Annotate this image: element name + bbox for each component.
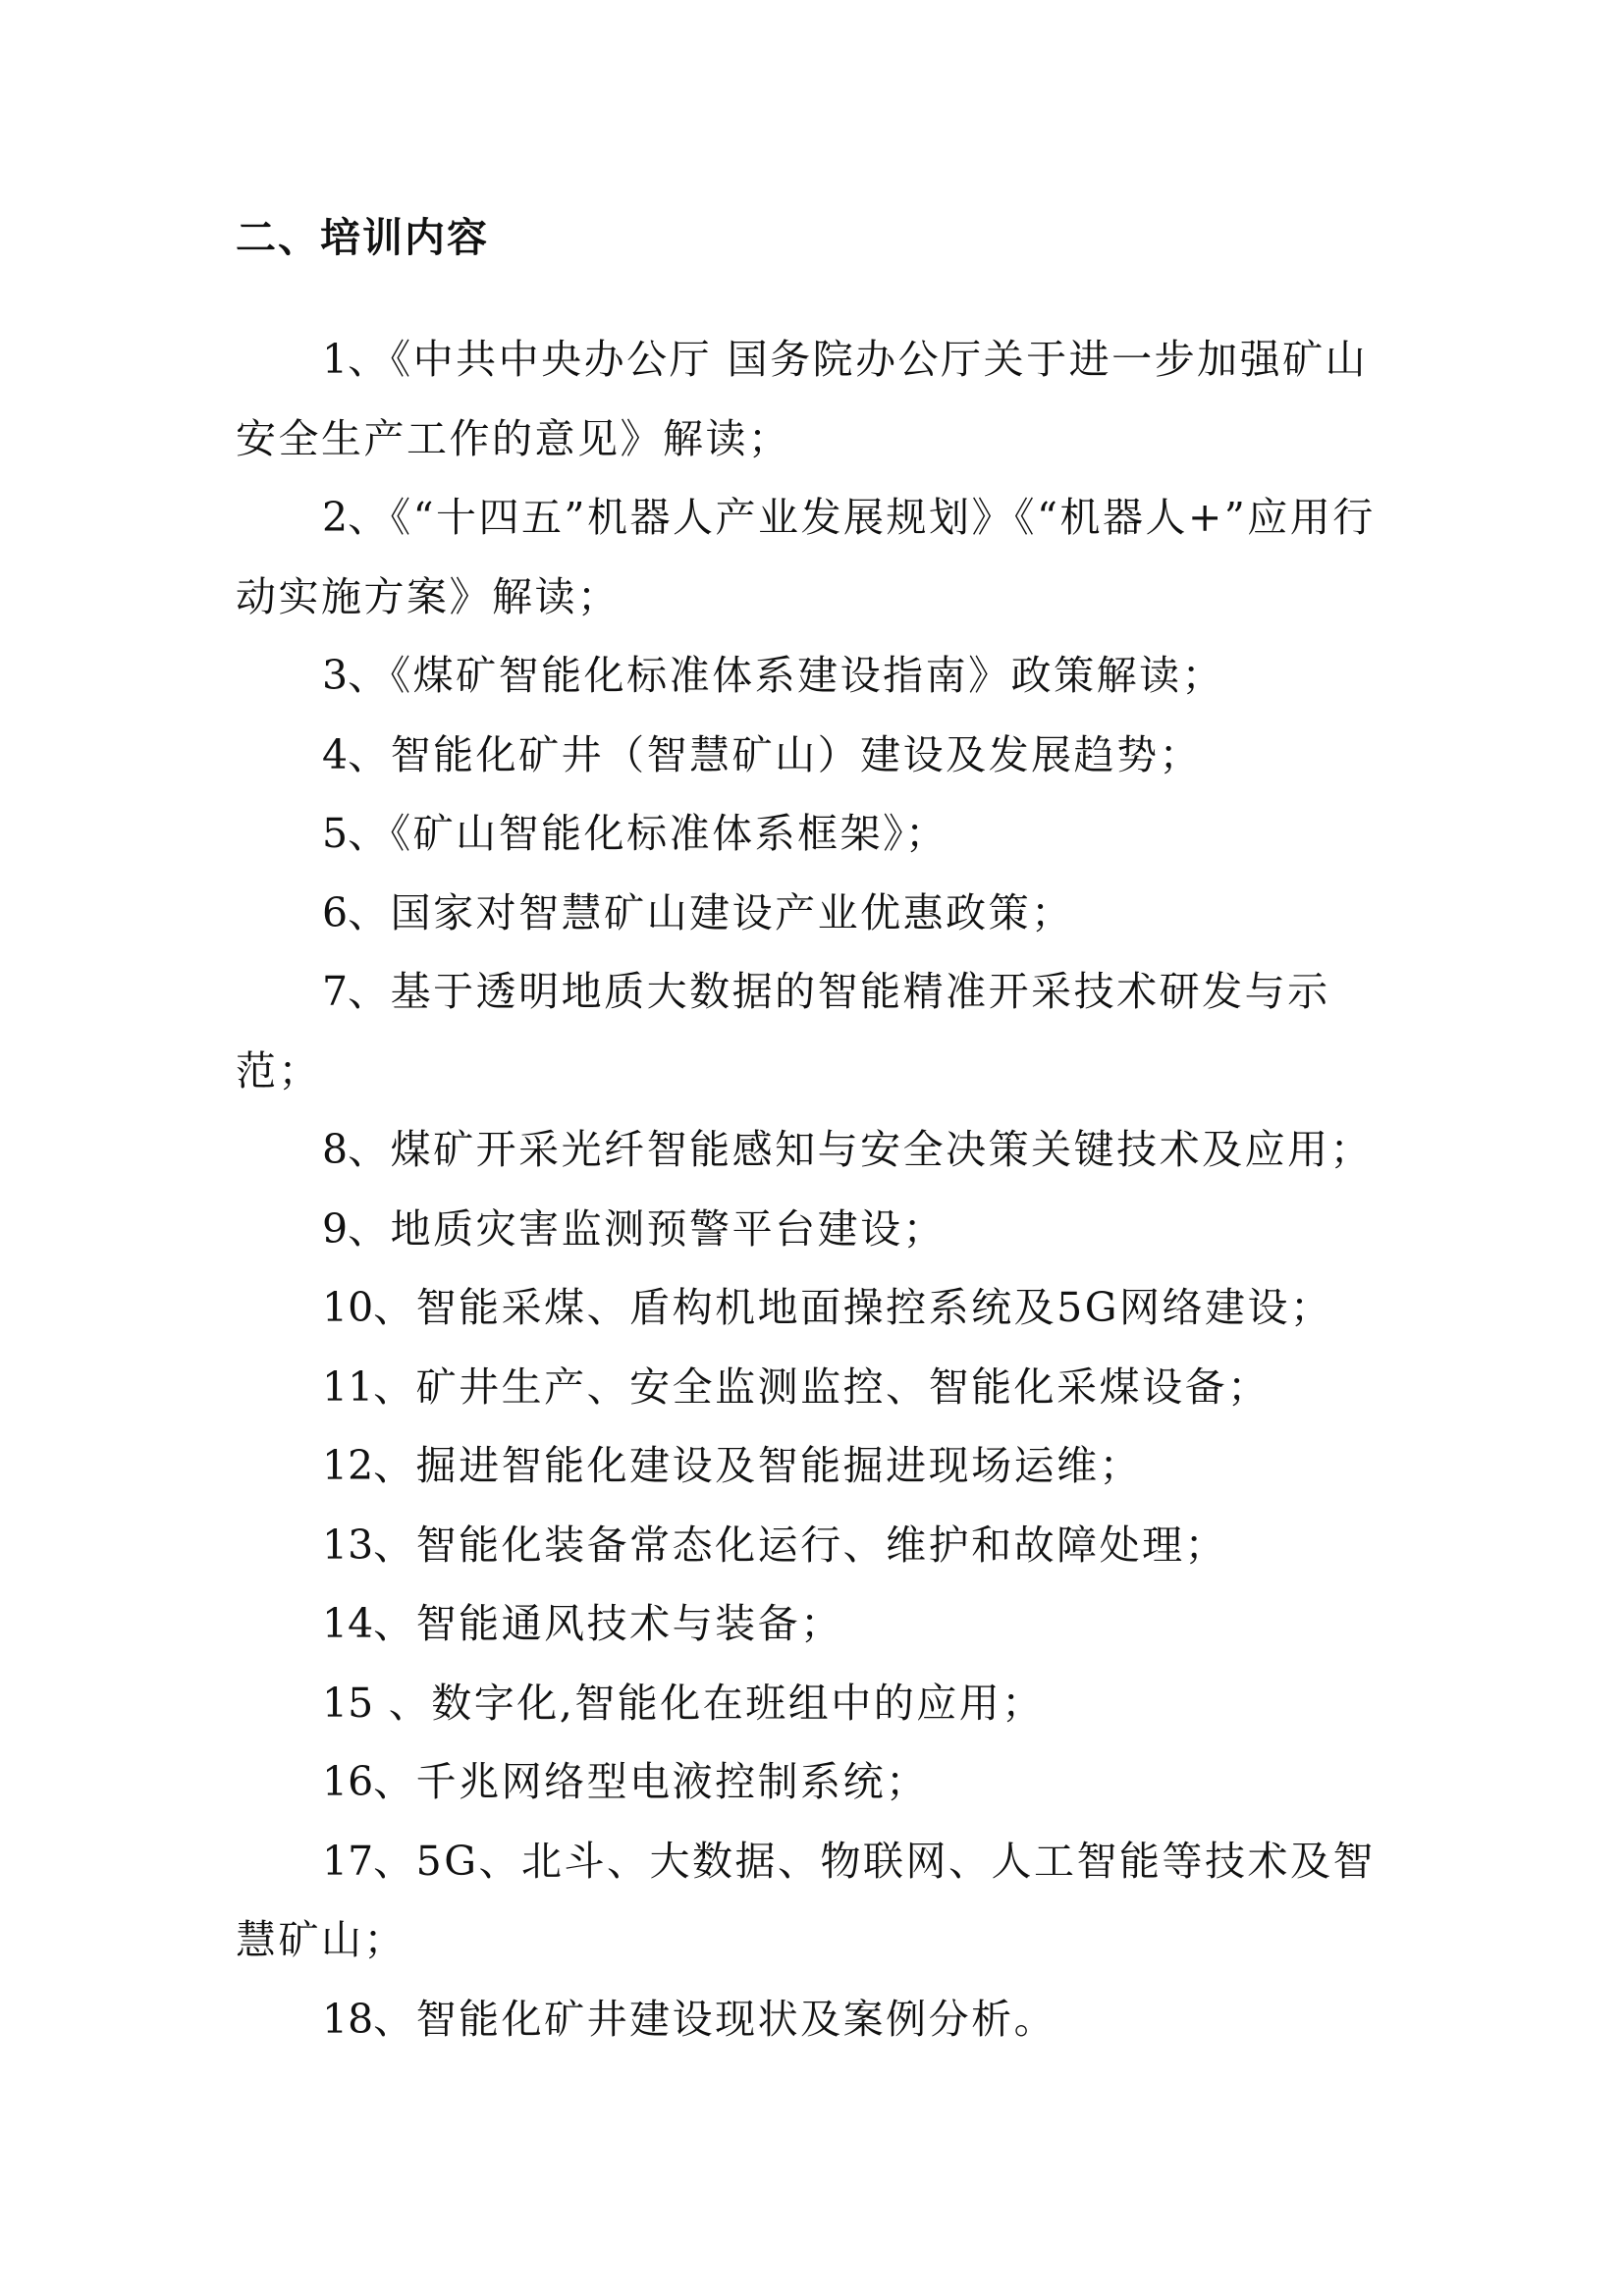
item-separator: 、 [373, 1837, 416, 1885]
training-content-list [236, 320, 1404, 2058]
list-item-9 [236, 1190, 1404, 1269]
item-text: 《煤矿智能化标准体系建设指南》政策解读； [390, 652, 1225, 699]
item-separator: 、 [373, 1758, 416, 1805]
item-text: 煤矿开采光纤智能感知与安全决策关键技术及应用； [390, 1126, 1374, 1173]
item-number: 1 [322, 336, 349, 383]
item-text: 5G、北斗、大数据、物联网、人工智能等技术及智慧矿山； [236, 1837, 1377, 1963]
list-item-4 [236, 716, 1404, 795]
item-number: 13 [322, 1521, 374, 1569]
item-number: 7 [322, 968, 349, 1015]
list-item-10 [236, 1268, 1404, 1348]
item-number: 11 [322, 1362, 374, 1411]
list-item-14 [236, 1584, 1404, 1664]
item-number: 17 [322, 1837, 374, 1885]
list-item-6 [236, 874, 1404, 953]
item-text: 《中共中央办公厅 国务院办公厅关于进一步加强矿山安全生产工作的意见》解读； [236, 336, 1369, 462]
item-text: 千兆网络型电液控制系统； [415, 1758, 929, 1805]
item-separator: 、 [373, 1284, 416, 1331]
item-text: 智能化矿井（智慧矿山）建设及发展趋势； [390, 730, 1203, 778]
list-item-13 [236, 1506, 1404, 1585]
item-text: 矿井生产、安全监测监控、智能化采煤设备； [415, 1362, 1271, 1411]
item-number: 2 [322, 494, 349, 541]
list-item-8 [236, 1110, 1404, 1190]
list-item-18 [236, 1980, 1404, 2059]
item-text: 《矿山智能化标准体系框架》； [390, 810, 948, 857]
item-number: 9 [322, 1204, 349, 1253]
item-text: 地质灾害监测预警平台建设； [390, 1204, 947, 1253]
item-separator: 、 [348, 1126, 391, 1173]
item-text: 智能化装备常态化运行、维护和故障处理； [415, 1521, 1228, 1569]
list-item-1 [236, 320, 1404, 478]
item-number: 4 [322, 730, 349, 778]
list-item-2 [236, 478, 1404, 636]
list-item-7 [236, 952, 1404, 1110]
item-text: 智能通风技术与装备； [415, 1600, 843, 1647]
item-separator: 、 [348, 1204, 391, 1253]
item-text: 智能化矿井建设现状及案例分析。 [415, 1995, 1057, 2043]
list-item-5 [236, 794, 1404, 874]
item-text: 《“十四五”机器人产业发展规划》《“机器人+”应用行动实施方案》解读； [236, 494, 1376, 620]
item-separator: 、 [348, 652, 391, 699]
item-number: 16 [322, 1758, 374, 1805]
item-separator: 、 [348, 810, 391, 857]
item-number: 18 [322, 1995, 374, 2043]
list-item-16 [236, 1742, 1404, 1822]
item-separator: 、 [373, 1442, 416, 1489]
item-text: 国家对智慧矿山建设产业优惠政策； [390, 888, 1074, 936]
item-number: 8 [322, 1126, 349, 1173]
list-item-17 [236, 1822, 1404, 1980]
item-separator: 、 [348, 968, 391, 1015]
item-separator: 、 [373, 1995, 416, 2043]
list-item-12 [236, 1426, 1404, 1506]
item-text: 基于透明地质大数据的智能精准开采技术研发与示范； [236, 968, 1330, 1095]
item-number: 5 [322, 810, 349, 857]
list-item-11 [236, 1348, 1404, 1427]
item-separator: 、 [348, 888, 391, 936]
item-text: 数字化,智能化在班组中的应用； [431, 1679, 1045, 1727]
item-number: 15 [322, 1679, 374, 1727]
item-text: 掘进智能化建设及智能掘进现场运维； [415, 1442, 1143, 1489]
list-item-15 [236, 1664, 1404, 1743]
item-separator: 、 [373, 1362, 416, 1411]
item-number: 3 [322, 652, 349, 699]
item-number: 12 [322, 1442, 374, 1489]
item-text: 智能采煤、盾构机地面操控系统及5G网络建设； [415, 1284, 1333, 1331]
item-separator: 、 [373, 1679, 432, 1727]
item-separator: 、 [373, 1600, 416, 1647]
item-number: 14 [322, 1600, 374, 1647]
section-title: 二、培训内容 [236, 214, 489, 261]
item-separator: 、 [348, 730, 391, 778]
item-number: 10 [322, 1284, 374, 1331]
item-separator: 、 [373, 1521, 416, 1569]
list-item-3 [236, 636, 1404, 716]
item-number: 6 [322, 888, 349, 936]
item-separator: 、 [348, 336, 391, 383]
item-separator: 、 [348, 494, 391, 541]
